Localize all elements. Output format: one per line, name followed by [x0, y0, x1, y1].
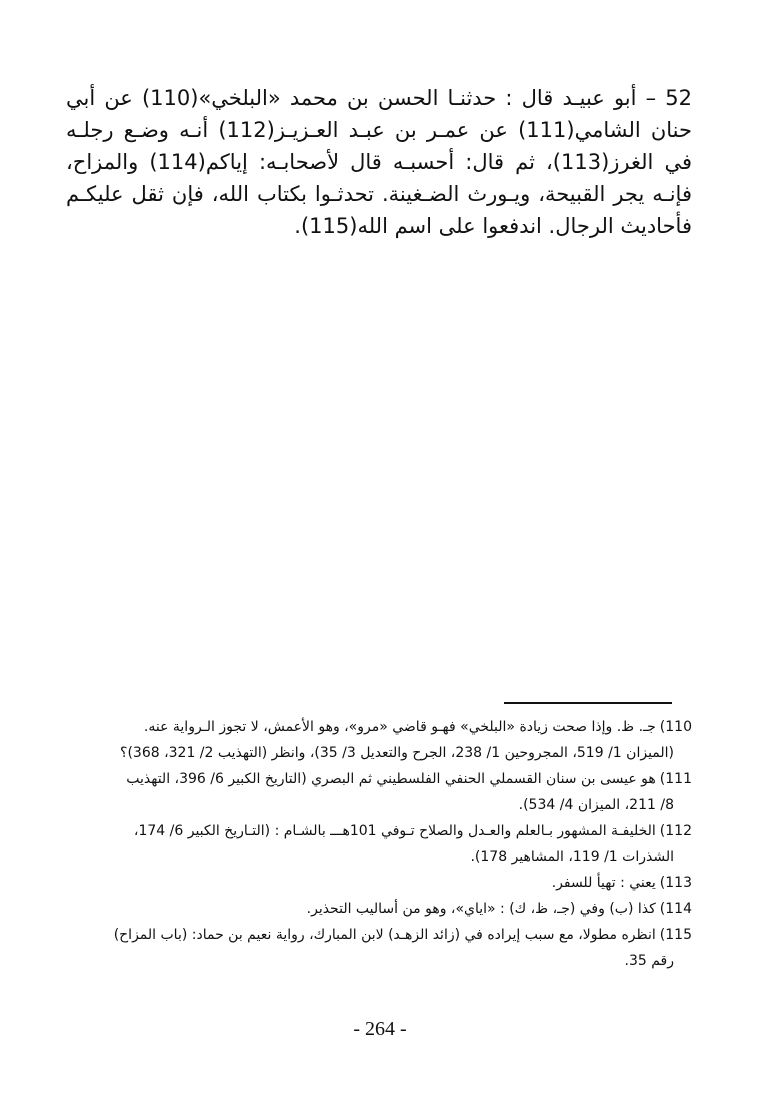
footnote-number: 115): [659, 927, 692, 943]
footnote-text: هو عيسى بن سنان القسملي الحنفي الفلسطيني ثم البصري (التاريخ الكبير 6/ 396، التهذيب: [126, 771, 656, 787]
footnote-number: 111): [659, 771, 692, 787]
footnote-text: كذا (ب) وفي (جـ، ظ، ك) : «اياي»، وهو من أساليب التحذير.: [306, 901, 656, 917]
footnote-continuation: رقم 35.: [624, 953, 674, 969]
footnote-115: [66, 922, 692, 974]
footnote-113: [66, 870, 692, 896]
footnote-number: 113): [659, 875, 692, 891]
footnote-continuation: 8/ 211، الميزان 4/ 534).: [518, 797, 674, 813]
footnote-text: انظره مطولا، مع سبب إيراده في (زائد الزهـد) لابن المبارك، رواية نعيم بن حماد: (باب المزاح): [113, 927, 656, 943]
footnote-114: [66, 896, 692, 922]
footnote-111: [66, 766, 692, 818]
footnote-text: الخليفـة المشهور بـالعلم والعـدل والصلاح تـوفي 101هـــ بالشـام : (التـاريخ الكبير 6/ 174،: [133, 823, 656, 839]
page-number: - 264 -: [353, 1018, 407, 1040]
footnote-text: يعني : تهيأ للسفر.: [551, 875, 656, 891]
footnote-number: 114): [659, 901, 692, 917]
footnote-continuation: (الميزان 1/ 519، المجروحين 1/ 238، الجرح والتعديل 3/ 35)، وانظر (التهذيب 2/ 321، 368)؟: [120, 745, 674, 761]
footnote-separator: [504, 702, 672, 704]
footnote-text: جـ. ظ. وإذا صحت زيادة «البلخي» فهـو قاضي «مرو»، وهو الأعمش، لا تجوز الـرواية عنه.: [143, 719, 656, 735]
main-paragraph: 52 – أبو عبيـد قال : حدثنـا الحسن بن محمد «البلخي»(110) عن أبي حنان الشامي(111) عن عمـر بن عبـد العـزيـز(112) أنـه وضـع رجلـه في الغرز(113)، ثم قال: أحسبـه قال لأصحابـه: إياكم(114) والمزاح، فإنـه يجر القبيحة، ويـورث الضـغينة. تحدثـوا بكتاب الله، فإن ثقل عليكـم فأحاديث الرجال. اندفعوا على اسم الله(115).: [66, 86, 692, 238]
footnote-number: 110): [659, 719, 692, 735]
footnote-continuation: الشذرات 1/ 119، المشاهير 178).: [470, 849, 674, 865]
footnotes-list: [66, 714, 692, 974]
footnote-110: [66, 714, 692, 766]
footnote-112: [66, 818, 692, 870]
footnote-number: 112): [659, 823, 692, 839]
